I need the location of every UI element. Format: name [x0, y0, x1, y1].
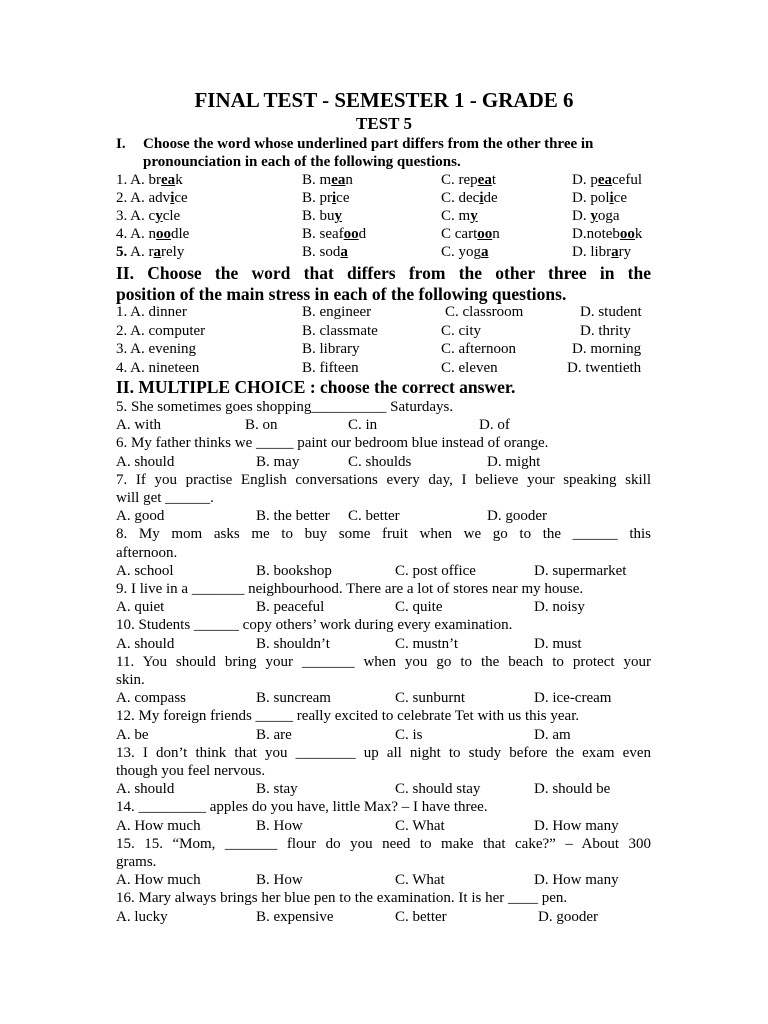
part1-q4-option-a	[116, 225, 189, 243]
part3-q9-option-d: D. noisy	[534, 599, 585, 616]
option-c-word-pre: C. yog	[441, 244, 482, 260]
option-a-word-post: ce	[174, 190, 188, 206]
option-a-word-underlined: ea	[161, 172, 176, 188]
part3-q14-option-a: A. How much	[116, 817, 201, 834]
part2-q1-option-d: D. student	[580, 304, 642, 320]
part3-q10-stem-line1: 10. Students ______ copy others’ work during every examination.	[116, 617, 513, 634]
option-c-word-pre: C. dec	[441, 190, 480, 206]
part3-q12-option-c: C. is	[395, 726, 423, 743]
option-a-word-underlined: i	[170, 190, 175, 206]
part3-q13-option-b: B. stay	[256, 781, 298, 798]
option-c-word-underlined: i	[479, 190, 484, 206]
option-c-word-post: de	[483, 190, 498, 206]
part3-q14-option-d: D. How many	[534, 817, 619, 834]
part3-q15-option-a: A. How much	[116, 872, 201, 889]
part1-q1-option-a	[116, 171, 183, 189]
part3-q5-option-b: B. on	[245, 417, 278, 434]
option-c-word-pre: C. m	[441, 208, 471, 224]
part3-q16-option-a: A. lucky	[116, 908, 168, 925]
option-a-word-post: dle	[171, 226, 190, 242]
part1-q1-option-b	[302, 171, 353, 189]
option-b-word-underlined: y	[334, 208, 343, 224]
part3-q9-option-b: B. peaceful	[256, 599, 325, 616]
part2-q3-option-c: C. afternoon	[441, 341, 516, 357]
part2-heading-line1: II. Choose the word that differs from the other three in the	[116, 263, 651, 283]
part3-q16-option-b: B. expensive	[256, 908, 334, 925]
part1-q5-option-a	[116, 243, 184, 261]
option-d-word-underlined: ea	[597, 172, 613, 188]
option-d-word-pre: D. libr	[572, 244, 612, 260]
part3-q12-option-d: D. am	[534, 726, 571, 743]
option-d-word-pre: D. pol	[572, 190, 610, 206]
part3-q8-option-b: B. bookshop	[256, 562, 332, 579]
part3-q11-stem-line2: skin.	[116, 672, 145, 688]
option-c-word-underlined: a	[481, 244, 489, 260]
part3-q6-option-d: D. might	[487, 453, 541, 470]
option-c-word-post: n	[492, 226, 500, 242]
option-c-word-underlined: ea	[477, 172, 492, 188]
part1-q3-option-a	[116, 207, 180, 225]
option-c-word-pre: C. rep	[441, 172, 478, 188]
option-a-word-underlined: oo	[156, 226, 172, 242]
part3-q13-stem-line1: 13. I don’t think that you ________ up all night to study before the exam even	[116, 744, 651, 761]
part3-q15-option-c: C. What	[395, 872, 445, 889]
part3-q10-option-a: A. should	[116, 635, 175, 652]
part2-q3-option-b: B. library	[302, 341, 360, 357]
part1-number: I.	[116, 136, 126, 152]
option-b-word-underlined: oo	[343, 226, 359, 242]
part1-q2-option-b	[302, 189, 350, 207]
part2-q4-option-a: 4. A. nineteen	[116, 359, 200, 376]
option-a-word-underlined: a	[153, 244, 162, 260]
part3-q8-option-d: D. supermarket	[534, 562, 627, 579]
part3-q7-stem-line2: will get ______.	[116, 490, 214, 506]
option-letter: A.	[127, 244, 145, 260]
part3-q16-stem-line1: 16. Mary always brings her blue pen to the examination. It is her ____ pen.	[116, 890, 568, 907]
part3-q10-option-b: B. shouldn’t	[256, 635, 330, 652]
option-d-word-post: ceful	[612, 172, 642, 188]
part2-q2-option-c: C. city	[441, 322, 481, 339]
part2-q1-option-a: 1. A. dinner	[116, 304, 187, 320]
part3-heading: II. MULTIPLE CHOICE : choose the correct answer.	[116, 377, 516, 397]
option-b-word-pre: B. pr	[302, 190, 332, 206]
option-b-word-pre: B. m	[302, 172, 332, 188]
question-number: 3. A.	[116, 208, 145, 224]
part1-q2-option-d	[572, 189, 627, 207]
option-b-word-post: n	[345, 172, 353, 188]
part3-q11-stem-line1: 11. You should bring your _______ when you go to the beach to protect your	[116, 653, 651, 670]
part2-q2-option-b: B. classmate	[302, 322, 378, 339]
part2-q1-option-c: C. classroom	[445, 304, 524, 320]
option-d-word-underlined: a	[611, 244, 619, 260]
option-a-word-post: cle	[162, 208, 181, 224]
part3-q6-option-b: B. may	[256, 453, 300, 470]
part3-q6-stem-line1: 6. My father thinks we _____ paint our bedroom blue instead of orange.	[116, 435, 549, 452]
part3-q11-option-d: D. ice-cream	[534, 690, 612, 707]
question-number: 5.	[116, 244, 128, 260]
option-c-word-post: t	[491, 172, 497, 188]
part3-q15-option-b: B. How	[256, 872, 303, 889]
part3-q16-option-c: C. better	[395, 908, 447, 925]
option-a-word-pre: n	[148, 226, 157, 242]
option-d-word-post: oga	[597, 208, 620, 224]
part1-q2-option-a	[116, 189, 188, 207]
option-a-word-pre: adv	[148, 190, 171, 206]
option-d-word-underlined: y	[590, 208, 598, 224]
option-d-word-underlined: oo	[619, 226, 635, 242]
option-a-word-post: k	[175, 172, 183, 188]
option-d-word-pre: D.noteb	[572, 226, 620, 242]
option-d-word-pre: D.	[572, 208, 591, 224]
part3-q5-option-d: D. of	[479, 417, 510, 434]
option-b-word-pre: B. seaf	[302, 226, 344, 242]
part1-q1-option-d	[572, 171, 642, 189]
question-number: 2. A.	[116, 190, 145, 206]
part3-q5-option-a: A. with	[116, 417, 161, 434]
part3-q7-stem-line1: 7. If you practise English conversations every day, I believe your speaking skill	[116, 471, 651, 488]
option-b-word-underlined: ea	[331, 172, 346, 188]
question-number: 1. A.	[116, 172, 145, 188]
option-a-word-post: rely	[161, 244, 185, 260]
option-b-word-pre: B. sod	[302, 244, 341, 260]
part3-q13-option-d: D. should be	[534, 781, 611, 798]
option-b-word-post: ce	[336, 190, 350, 206]
part3-q10-option-d: D. must	[534, 635, 582, 652]
part3-q14-stem-line1: 14. _________ apples do you have, little Max? – I have three.	[116, 799, 488, 816]
part3-q11-option-a: A. compass	[116, 690, 186, 707]
part3-q6-option-a: A. should	[116, 453, 175, 470]
part2-q4-option-c: C. eleven	[441, 359, 498, 376]
option-b-word-underlined: a	[340, 244, 348, 260]
option-c-word-underlined: oo	[477, 226, 493, 242]
part3-q12-option-b: B. are	[256, 726, 292, 743]
part3-q7-option-d: D. gooder	[487, 508, 547, 525]
option-b-word-pre: B. bu	[302, 208, 335, 224]
part2-q3-option-a: 3. A. evening	[116, 341, 196, 357]
part2-q4-option-b: B. fifteen	[302, 359, 359, 376]
part2-q4-option-d: D. twentieth	[567, 359, 642, 376]
part3-q15-option-d: D. How many	[534, 872, 619, 889]
part1-q1-option-c	[441, 171, 496, 189]
option-d-word-pre: D. p	[572, 172, 598, 188]
part1-q4-option-b	[302, 225, 366, 243]
part3-q8-option-c: C. post office	[395, 562, 476, 579]
option-c-word-underlined: y	[470, 208, 478, 224]
part3-q5-option-c: C. in	[348, 417, 378, 434]
option-d-word-underlined: i	[609, 190, 614, 206]
part2-heading-line2: position of the main stress in each of the following questions.	[116, 284, 567, 304]
part3-q12-option-a: A. be	[116, 726, 149, 743]
part3-q6-option-c: C. shoulds	[348, 453, 412, 470]
option-c-word-pre: C cart	[441, 226, 478, 242]
part1-q5-option-c	[441, 243, 489, 261]
part3-q9-option-c: C. quite	[395, 599, 443, 616]
part3-q16-option-d: D. gooder	[538, 908, 598, 925]
option-d-word-post: ry	[618, 244, 632, 260]
part2-q2-option-d: D. thrity	[580, 322, 631, 339]
part3-q5-stem-line1: 5. She sometimes goes shopping__________ Saturdays.	[116, 399, 454, 415]
part3-q7-option-b: B. the better	[256, 508, 330, 525]
part3-q9-stem-line1: 9. I live in a _______ neighbourhood. There are a lot of stores near my house.	[116, 581, 584, 597]
part1-instruction-line1: Choose the word whose underlined part differs from the other three in	[143, 136, 594, 152]
part1-instruction-line2: pronounciation in each of the following questions.	[143, 154, 461, 170]
part1-q5-option-b	[302, 243, 348, 261]
option-b-word-underlined: i	[332, 190, 337, 206]
part3-q8-option-a: A. school	[116, 562, 174, 579]
part3-q7-option-a: A. good	[116, 508, 165, 525]
part3-q11-option-b: B. suncream	[256, 690, 331, 707]
page-title: FINAL TEST - SEMESTER 1 - GRADE 6	[194, 88, 574, 112]
part3-q14-option-b: B. How	[256, 817, 303, 834]
part3-q10-option-c: C. mustn’t	[395, 635, 459, 652]
part3-q13-stem-line2: though you feel nervous.	[116, 763, 266, 779]
part3-q13-option-c: C. should stay	[395, 781, 481, 798]
page-subtitle: TEST 5	[356, 114, 412, 133]
part3-q15-stem-line1: 15. 15. “Mom, _______ flour do you need to make that cake?” – About 300	[116, 835, 651, 852]
part3-q8-stem-line2: afternoon.	[116, 544, 178, 561]
part3-q9-option-a: A. quiet	[116, 599, 165, 616]
option-a-word-pre: c	[148, 208, 156, 224]
part3-q12-stem-line1: 12. My foreign friends _____ really excited to celebrate Tet with us this year.	[116, 708, 580, 725]
part3-q15-stem-line2: grams.	[116, 854, 157, 870]
part1-q3-option-d	[572, 207, 620, 225]
part1-q3-option-b	[302, 207, 342, 225]
part1-q2-option-c	[441, 189, 498, 207]
part3-q11-option-c: C. sunburnt	[395, 690, 466, 707]
part3-q13-option-a: A. should	[116, 781, 175, 798]
part3-q7-option-c: C. better	[348, 508, 400, 525]
part3-q14-option-c: C. What	[395, 817, 445, 834]
option-b-word-post: d	[358, 226, 367, 242]
part2-q2-option-a: 2. A. computer	[116, 322, 206, 339]
option-a-word-underlined: y	[155, 208, 163, 224]
option-a-word-pre: br	[148, 172, 162, 188]
option-d-word-post: ce	[613, 190, 627, 206]
part3-q8-stem-line1: 8. My mom asks me to buy some fruit when we go to the ______ this	[116, 526, 651, 543]
part1-q4-option-c	[441, 225, 500, 243]
part1-q3-option-c	[441, 207, 478, 225]
part1-q4-option-d	[572, 225, 642, 243]
option-a-word-pre: r	[148, 244, 154, 260]
question-number: 4. A.	[116, 226, 145, 242]
part2-q1-option-b: B. engineer	[302, 304, 372, 320]
part1-q5-option-d	[572, 243, 631, 261]
part2-q3-option-d: D. morning	[572, 341, 642, 357]
option-d-word-post: k	[634, 226, 643, 242]
